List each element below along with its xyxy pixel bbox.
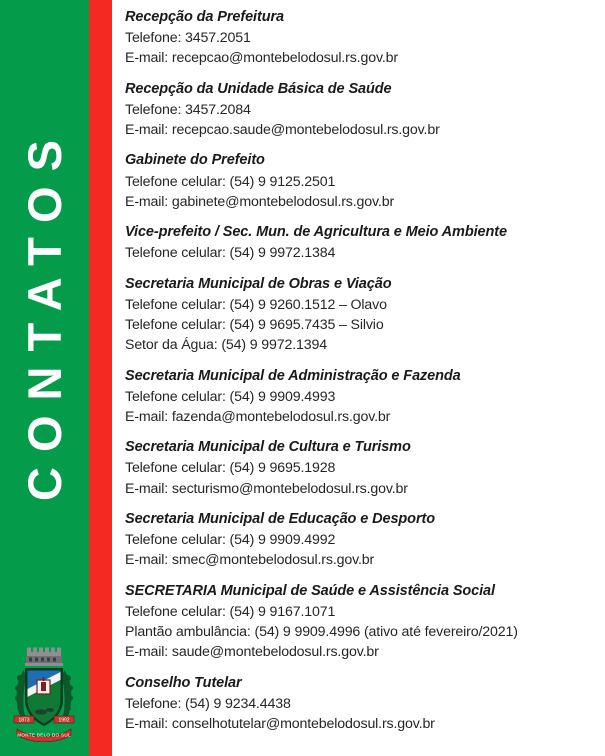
contact-entry <box>125 438 597 499</box>
contact-detail-line: E-mail: fazenda@montebelodosul.rs.gov.br <box>125 409 391 426</box>
coat-of-arms-icon <box>11 644 77 742</box>
red-side-stripe <box>89 0 112 756</box>
contact-detail-line: Telefone celular: (54) 9 9909.4993 <box>125 388 336 405</box>
contact-detail-line: Telefone celular: (54) 9 9167.1071 <box>125 603 336 620</box>
contact-title: Recepção da Unidade Básica de Saúde <box>125 80 392 97</box>
contact-title: Vice-prefeito / Sec. Mun. de Agricultura e Meio Ambiente <box>125 224 507 241</box>
contact-entry <box>125 510 597 571</box>
contact-detail-line: E-mail: recepcao.saude@montebelodosul.rs.gov.br <box>125 122 440 139</box>
contact-detail-line: Telefone celular: (54) 9 9695.7435 – Silvio <box>125 317 384 333</box>
contact-entry <box>125 582 597 663</box>
contact-title: Recepção da Prefeitura <box>125 9 284 25</box>
svg-text:1992: 1992 <box>58 717 70 724</box>
contact-title: Secretaria Municipal de Obras e Viação <box>125 275 392 292</box>
contact-title: SECRETARIA Municipal de Saúde e Assistência Social <box>125 582 495 599</box>
contact-entry <box>125 80 597 141</box>
contact-detail-line: Telefone celular: (54) 9 9909.4992 <box>125 532 336 549</box>
contact-detail-line: Plantão ambulância: (54) 9 9909.4996 (ativo até fevereiro/2021) <box>125 624 518 641</box>
vertical-banner-title <box>0 0 89 640</box>
contact-detail-line: Telefone celular: (54) 9 9972.1384 <box>125 245 336 262</box>
contact-detail-line: E-mail: saude@montebelodosul.rs.gov.br <box>125 644 379 661</box>
contact-detail-line: Telefone: (54) 9 9234.4438 <box>125 695 291 712</box>
svg-text:1873: 1873 <box>18 717 30 724</box>
contact-title: Conselho Tutelar <box>125 674 242 691</box>
contact-title: Gabinete do Prefeito <box>125 152 265 169</box>
vertical-banner-title-text: CONTATOS <box>18 124 72 501</box>
contact-detail-line: Telefone celular: (54) 9 9125.2501 <box>125 173 336 190</box>
contact-detail-line: E-mail: smec@montebelodosul.rs.gov.br <box>125 552 375 569</box>
contact-detail-line: E-mail: recepcao@montebelodosul.rs.gov.br <box>125 50 398 67</box>
svg-text:MONTE BELO DO SUL: MONTE BELO DO SUL <box>17 732 71 738</box>
contact-detail-line: Setor da Água: (54) 9 9972.1394 <box>125 337 328 354</box>
contacts-list <box>112 0 605 756</box>
contact-title: Secretaria Municipal de Administração e Fazenda <box>125 367 461 384</box>
contact-detail-line: E-mail: secturismo@montebelodosul.rs.gov.br <box>125 480 408 497</box>
contact-detail-line: Telefone celular: (54) 9 9260.1512 – Olavo <box>125 296 387 313</box>
contact-entry <box>125 151 597 212</box>
contact-entry <box>125 223 597 263</box>
green-side-banner <box>0 0 89 756</box>
contact-entry <box>125 674 597 735</box>
contact-detail-line: E-mail: conselhotutelar@montebelodosul.rs.gov.br <box>125 716 435 733</box>
contact-detail-line: Telefone celular: (54) 9 9695.1928 <box>125 460 336 477</box>
contact-entry <box>125 8 597 69</box>
contact-entry <box>125 275 597 356</box>
contact-title: Secretaria Municipal de Cultura e Turismo <box>125 439 411 456</box>
contact-title: Secretaria Municipal de Educação e Desporto <box>125 511 435 528</box>
contact-detail-line: Telefone: 3457.2051 <box>125 30 251 47</box>
contact-detail-line: Telefone: 3457.2084 <box>125 101 251 118</box>
contact-entry <box>125 367 597 428</box>
contact-detail-line: E-mail: gabinete@montebelodosul.rs.gov.br <box>125 193 395 210</box>
